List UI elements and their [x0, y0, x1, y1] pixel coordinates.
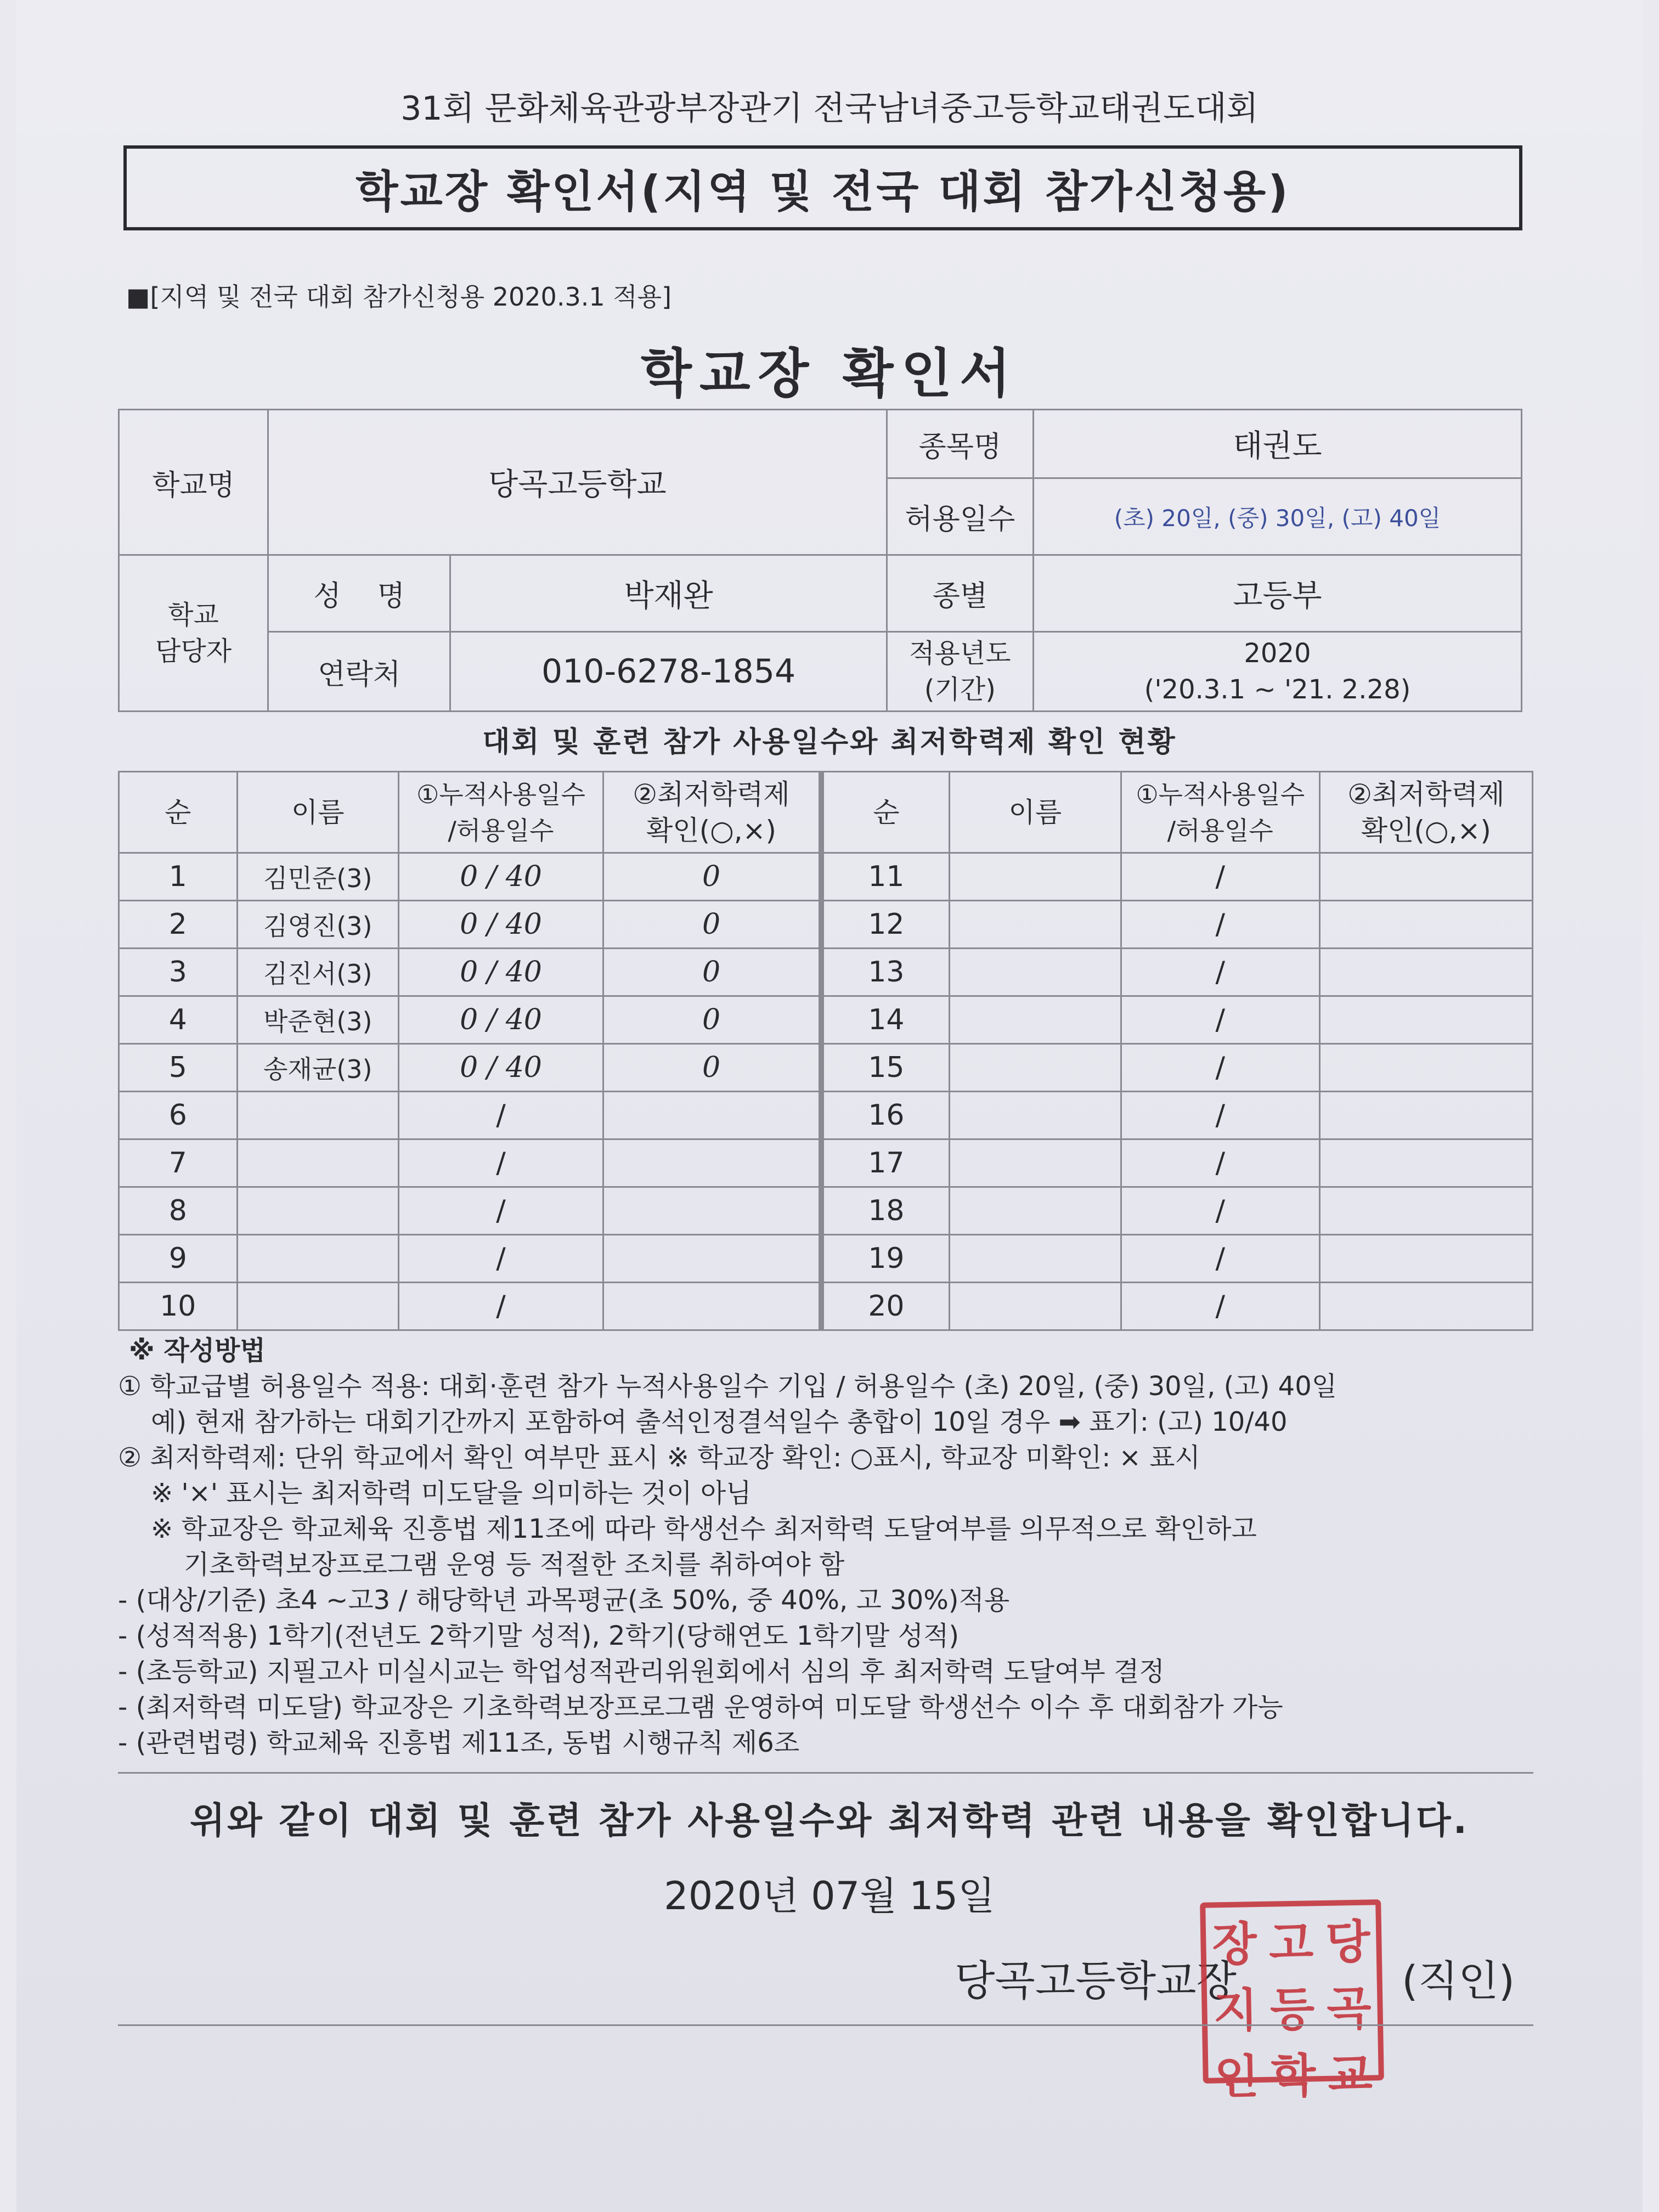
principal-name: 당곡고등학교장 — [955, 1956, 1237, 2005]
used-days: / — [1121, 949, 1319, 996]
table-row — [822, 1283, 1533, 1330]
min-academic-confirm — [1319, 1235, 1532, 1283]
seal-character: 장 — [1211, 1916, 1257, 1972]
student-name — [237, 1283, 398, 1330]
seal-character: 지 — [1212, 1983, 1259, 2038]
table-row — [822, 1187, 1533, 1235]
instruction-line: - (대상/기준) 초4 ~고3 / 해당학년 과목평균(초 50%, 중 40%, 고 30%)적용 — [118, 1585, 1010, 1616]
table-row — [119, 1235, 820, 1283]
used-days: / — [1121, 1283, 1319, 1330]
used-days: / — [1121, 901, 1319, 949]
table-row — [822, 901, 1533, 949]
min-academic-confirm: 0 — [603, 949, 820, 996]
divider-rule — [118, 1772, 1533, 1774]
application-note: ■[지역 및 전국 대회 참가신청용 2020.3.1 적용] — [126, 282, 672, 312]
used-days: / — [398, 1235, 603, 1283]
table-row — [119, 1283, 820, 1330]
table-row — [822, 1044, 1533, 1092]
table-row — [119, 1044, 820, 1092]
instruction-line: ② 최저학력제: 단위 학교에서 확인 여부만 표시 ※ 학교장 확인: ○표시, 학교장 미확인: × 표시 — [118, 1442, 1200, 1473]
instruction-line: 기초학력보장프로그램 운영 등 적절한 조치를 취하여야 함 — [184, 1549, 845, 1580]
row-number: 8 — [119, 1187, 238, 1235]
table-row — [822, 1139, 1533, 1187]
student-name — [237, 1139, 398, 1187]
student-name — [949, 853, 1121, 901]
student-name — [949, 1092, 1121, 1139]
header-days: ①누적사용일수 /허용일수 — [398, 772, 603, 853]
used-days: 0 / 40 — [398, 949, 603, 996]
bottom-rule — [118, 2024, 1533, 2026]
table-row — [822, 996, 1533, 1044]
used-days: / — [1121, 1092, 1319, 1139]
row-number: 14 — [822, 996, 950, 1044]
school-value: 당곡고등학교 — [268, 410, 887, 555]
instruction-line: - (관련법령) 학교체육 진흥법 제11조, 동법 시행규칙 제6조 — [118, 1728, 800, 1758]
event-title: 31회 문화체육관광부장관기 전국남녀중고등학교태권도대회 — [400, 89, 1259, 128]
row-number: 15 — [822, 1044, 950, 1092]
row-number: 4 — [119, 996, 238, 1044]
student-name — [237, 1092, 398, 1139]
allowed-days-label: 허용일수 — [887, 478, 1033, 555]
instruction-line: ※ 작성방법 — [129, 1335, 266, 1366]
allowed-days-value: (초) 20일, (중) 30일, (고) 40일 — [1033, 478, 1521, 555]
confirmation-statement: 위와 같이 대회 및 훈련 참가 사용일수와 최저학력 관련 내용을 확인합니다. — [190, 1799, 1469, 1842]
student-name: 김영진(3) — [237, 901, 398, 949]
table-row — [822, 853, 1533, 901]
used-days: / — [1121, 853, 1319, 901]
table-row — [119, 1092, 820, 1139]
sport-label: 종목명 — [887, 410, 1033, 478]
instruction-line: - (초등학교) 지필고사 미실시교는 학업성적관리위원회에서 심의 후 최저학력 도달여부 결정 — [118, 1656, 1165, 1687]
student-name: 김진서(3) — [237, 949, 398, 996]
used-days: / — [1121, 1139, 1319, 1187]
instruction-line: ① 학교급별 허용일수 적용: 대회·훈련 참가 누적사용일수 기입 / 허용일수 (초) 20일, (중) 30일, (고) 40일 — [118, 1371, 1338, 1402]
status-table-left — [118, 771, 820, 1331]
student-name — [949, 1044, 1121, 1092]
student-name — [237, 1187, 398, 1235]
row-number: 13 — [822, 949, 950, 996]
official-seal-stamp — [1200, 1899, 1384, 2104]
student-name — [949, 949, 1121, 996]
instruction-line: ※ '×' 표시는 최저학력 미도달을 의미하는 것이 아님 — [151, 1478, 752, 1509]
row-number: 2 — [119, 901, 238, 949]
min-academic-confirm — [1319, 1283, 1532, 1330]
seal-character: 학 — [1271, 2048, 1317, 2103]
table-row — [822, 1092, 1533, 1139]
sport-value: 태권도 — [1033, 410, 1521, 478]
row-number: 11 — [822, 853, 950, 901]
document-title: 학교장 확인서 — [641, 343, 1018, 404]
min-academic-confirm — [1319, 949, 1532, 996]
table-row — [119, 1187, 820, 1235]
contact-value: 010-6278-1854 — [450, 632, 887, 712]
contact-label: 연락처 — [268, 632, 450, 712]
table-row — [119, 853, 820, 901]
seal-character: 당 — [1325, 1914, 1371, 1970]
header-confirm: ②최저학력제 확인(○,×) — [603, 772, 820, 853]
row-number: 6 — [119, 1092, 238, 1139]
row-number: 19 — [822, 1235, 950, 1283]
used-days: / — [398, 1139, 603, 1187]
used-days: 0 / 40 — [398, 853, 603, 901]
header-name: 이름 — [949, 772, 1121, 853]
student-name: 박준현(3) — [237, 996, 398, 1044]
min-academic-confirm — [603, 1092, 820, 1139]
instruction-line: ※ 학교장은 학교체육 진흥법 제11조에 따라 학생선수 최저학력 도달여부를 의무적으로 확인하고 — [151, 1514, 1257, 1544]
year-value: 2020 ('20.3.1 ~ '21. 2.28) — [1033, 632, 1521, 712]
min-academic-confirm — [1319, 1187, 1532, 1235]
division-label: 종별 — [887, 555, 1033, 632]
student-name: 송재균(3) — [237, 1044, 398, 1092]
status-section-title: 대회 및 훈련 참가 사용일수와 최저학력제 확인 현황 — [482, 726, 1177, 759]
seal-character: 교 — [1327, 2047, 1373, 2102]
student-name — [949, 996, 1121, 1044]
row-number: 18 — [822, 1187, 950, 1235]
min-academic-confirm — [1319, 1044, 1532, 1092]
header-days: ①누적사용일수 /허용일수 — [1121, 772, 1319, 853]
instructions-block — [118, 1333, 1533, 1761]
seal-character: 곡 — [1326, 1980, 1372, 2036]
name-label: 성 명 — [268, 555, 450, 632]
student-name — [949, 901, 1121, 949]
row-number: 16 — [822, 1092, 950, 1139]
min-academic-confirm — [1319, 853, 1532, 901]
min-academic-confirm: 0 — [603, 996, 820, 1044]
student-name — [237, 1235, 398, 1283]
seal-character: 등 — [1269, 1982, 1315, 2037]
row-number: 17 — [822, 1139, 950, 1187]
year-label: 적용년도 (기간) — [887, 632, 1033, 712]
boxed-title: 학교장 확인서(지역 및 전국 대회 참가신청용) — [123, 145, 1522, 230]
document-date: 2020년 07월 15일 — [664, 1874, 995, 1918]
header-name: 이름 — [237, 772, 398, 853]
row-number: 20 — [822, 1283, 950, 1330]
min-academic-confirm — [1319, 1092, 1532, 1139]
used-days: 0 / 40 — [398, 996, 603, 1044]
used-days: / — [1121, 1235, 1319, 1283]
min-academic-confirm: 0 — [603, 853, 820, 901]
student-name — [949, 1235, 1121, 1283]
student-name: 김민준(3) — [237, 853, 398, 901]
used-days: 0 / 40 — [398, 901, 603, 949]
header-confirm: ②최저학력제 확인(○,×) — [1319, 772, 1532, 853]
min-academic-confirm — [603, 1139, 820, 1187]
table-row — [119, 949, 820, 996]
instruction-line: - (최저학력 미도달) 학교장은 기초학력보장프로그램 운영하여 미도달 학생선수 이수 후 대회참가 가능 — [118, 1692, 1283, 1723]
instruction-line: 예) 현재 참가하는 대회기간까지 포함하여 출석인정결석일수 총합이 10일 경우 ➡ 표기: (고) 10/40 — [151, 1407, 1288, 1437]
used-days: / — [398, 1283, 603, 1330]
instruction-line: - (성적적용) 1학기(전년도 2학기말 성적), 2학기(당해연도 1학기말 성적) — [118, 1621, 960, 1651]
row-number: 3 — [119, 949, 238, 996]
row-number: 12 — [822, 901, 950, 949]
division-value: 고등부 — [1033, 555, 1521, 632]
row-number: 10 — [119, 1283, 238, 1330]
row-number: 5 — [119, 1044, 238, 1092]
name-value: 박재완 — [450, 555, 887, 632]
school-info-table — [118, 409, 1522, 712]
min-academic-confirm — [1319, 996, 1532, 1044]
student-name — [949, 1187, 1121, 1235]
used-days: / — [1121, 1187, 1319, 1235]
min-academic-confirm — [1319, 1139, 1532, 1187]
used-days: / — [398, 1187, 603, 1235]
school-label: 학교명 — [119, 410, 268, 555]
min-academic-confirm: 0 — [603, 901, 820, 949]
min-academic-confirm — [1319, 901, 1532, 949]
seal-label: (직인) — [1402, 1956, 1515, 2005]
row-number: 9 — [119, 1235, 238, 1283]
min-academic-confirm — [603, 1235, 820, 1283]
table-row — [119, 901, 820, 949]
min-academic-confirm: 0 — [603, 1044, 820, 1092]
row-number: 1 — [119, 853, 238, 901]
status-table-right — [820, 771, 1533, 1331]
used-days: / — [1121, 996, 1319, 1044]
used-days: / — [398, 1092, 603, 1139]
table-row — [822, 949, 1533, 996]
table-row — [822, 1235, 1533, 1283]
row-number: 7 — [119, 1139, 238, 1187]
min-academic-confirm — [603, 1283, 820, 1330]
header-no: 순 — [822, 772, 950, 853]
manager-label: 학교 담당자 — [119, 555, 268, 712]
header-no: 순 — [119, 772, 238, 853]
min-academic-confirm — [603, 1187, 820, 1235]
student-name — [949, 1139, 1121, 1187]
used-days: 0 / 40 — [398, 1044, 603, 1092]
student-name — [949, 1283, 1121, 1330]
table-row — [119, 1139, 820, 1187]
table-row — [119, 996, 820, 1044]
seal-character: 고 — [1268, 1915, 1314, 1971]
seal-character: 인 — [1214, 2049, 1260, 2104]
used-days: / — [1121, 1044, 1319, 1092]
